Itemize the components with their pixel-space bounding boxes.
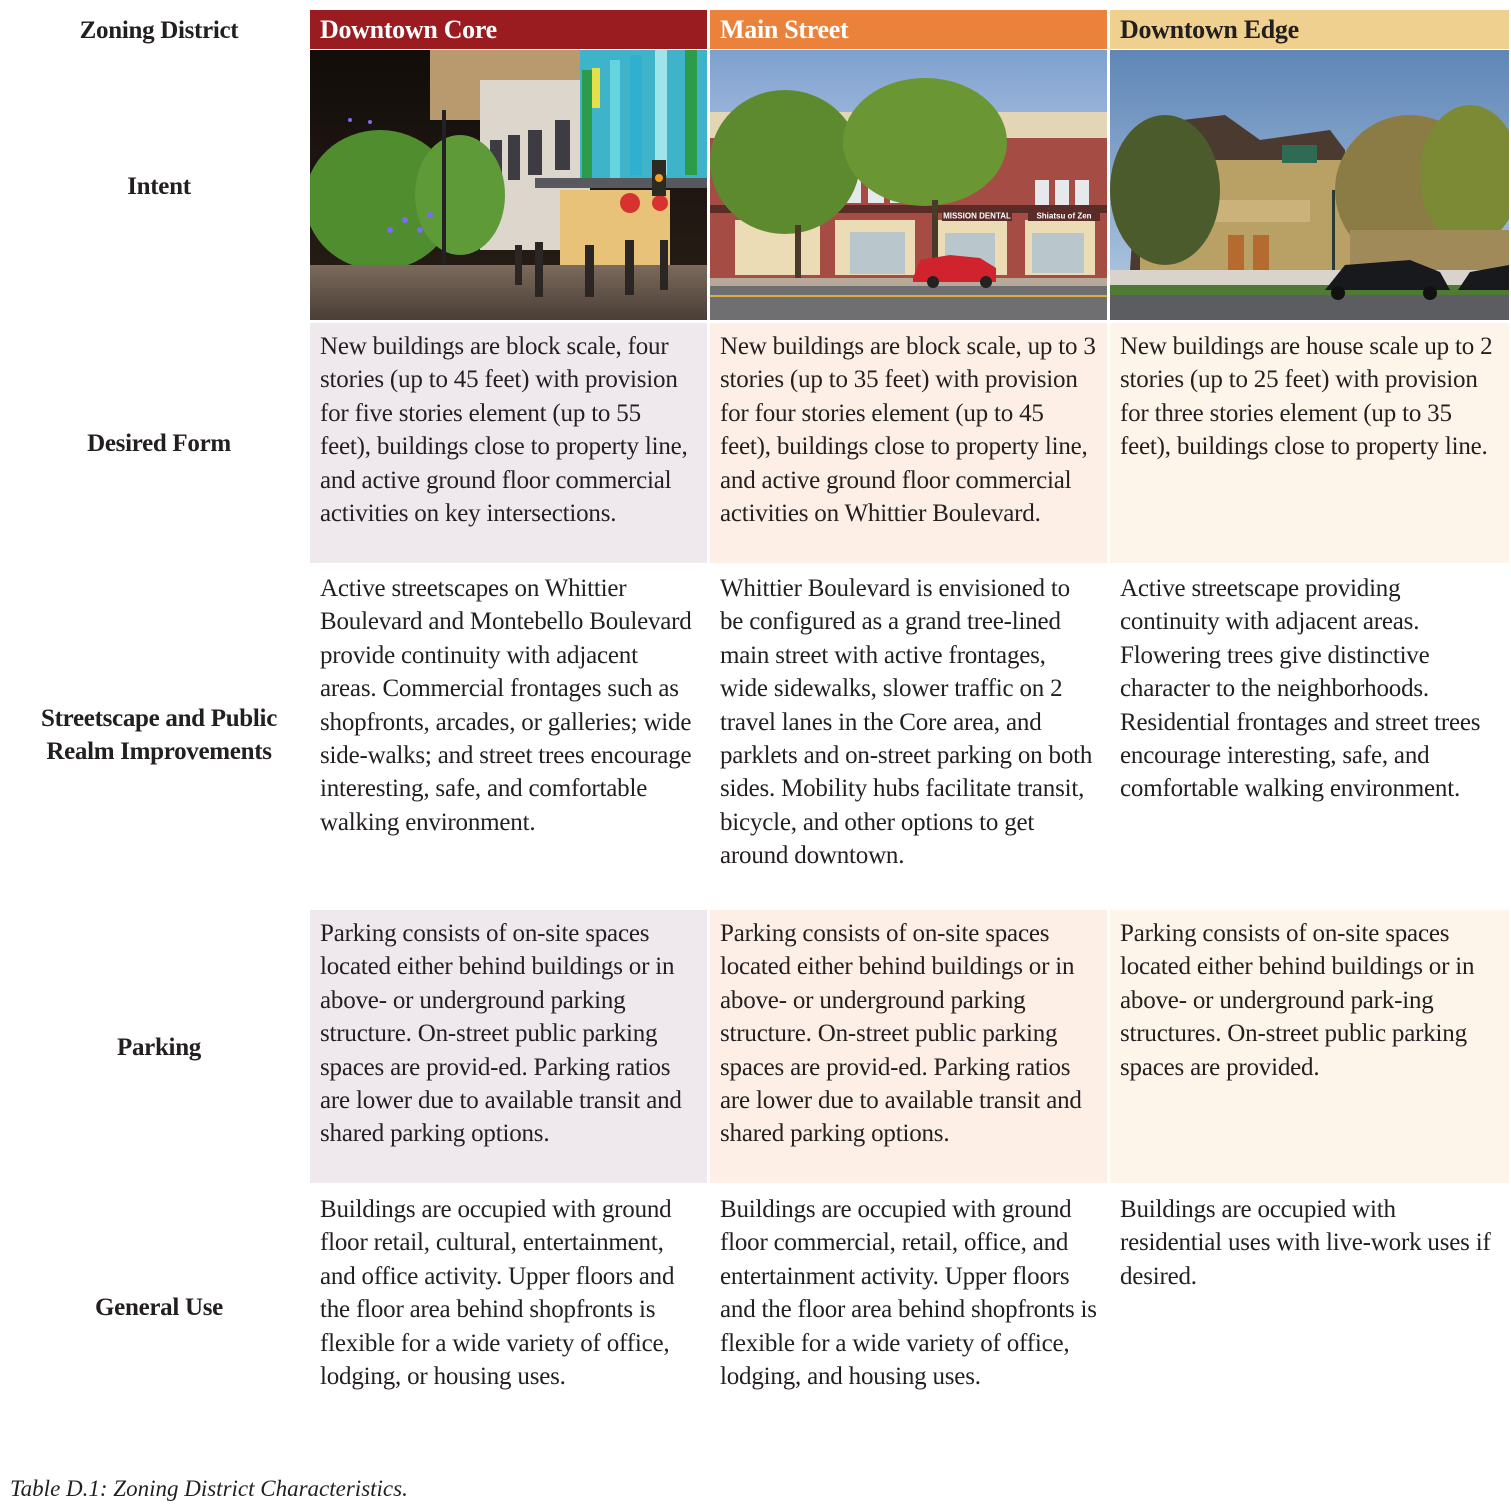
row-label-streetscape: Streetscape and Public Realm Improvements: [41, 705, 277, 765]
storefront-street-photo: [710, 50, 1107, 320]
row-label-general-use: General Use: [95, 1294, 223, 1321]
desired-form-main-street: New buildings are block scale, up to 3 stories (up to 35 feet) with provision for four stories element (up to 45 feet), buildings close to property line, and active ground floor commercial activities on Whittier Boulevard.: [710, 323, 1107, 563]
parking-main-street: Parking consists of on-site spaces located either behind buildings or in above- or underground parking structure. On-street public parking spaces are provid-ed. Parking ratios are lower due to available transit and shared parking options.: [710, 910, 1107, 1183]
table-caption: Table D.1: Zoning District Characteristics.: [10, 1476, 408, 1501]
streetscape-main-street: Whittier Boulevard is envisioned to be configured as a grand tree-lined main street with active frontages, wide sidewalks, slower traffic on 2 travel lanes in the Core area, and parklets and on-street parking on both sides. Mobility hubs facilitate transit, bicycle, and other options to get around downtown.: [720, 575, 1093, 870]
desired-form-downtown-edge: New buildings are house scale up to 2 stories (up to 25 feet) with provision for three stories element (up to 35 feet), buildings close to property line.: [1110, 323, 1509, 563]
general-use-downtown-core: Buildings are occupied with ground floor retail, cultural, entertainment, and office activity. Upper floors and the floor area behind shopfronts is flexible for a wide variety of office, lodging, or housing uses.: [320, 1196, 675, 1391]
parking-downtown-edge: Parking consists of on-site spaces located either behind buildings or in above- or underground park-ing structures. On-street public parking spaces are provided.: [1110, 910, 1509, 1183]
mission-dental-sign: MISSION DENTAL: [943, 211, 1011, 221]
row-label-intent: Intent: [127, 172, 191, 200]
streetscape-downtown-core: Active streetscapes on Whittier Boulevard and Montebello Boulevard provide continuity with adjacent areas. Commercial frontages such as shopfronts, arcades, or galleries; wide side-walks; and street trees encourage interesting, safe, and comfortable walking environment.: [320, 575, 692, 836]
desired-form-downtown-core: New buildings are block scale, four stories (up to 45 feet) with provision for five stories element (up to 55 feet), buildings close to property line, and active ground floor commercial activities on key intersections.: [310, 323, 707, 563]
craftsman-house-photo: [1110, 50, 1509, 320]
general-use-downtown-edge: Buildings are occupied with residential uses with live-work uses if desired.: [1120, 1196, 1491, 1290]
streetscape-downtown-edge: Active streetscape providing continuity with adjacent areas. Flowering trees give distinctive character to the neighborhoods. Residential frontages and street trees encourage interesting, safe, and comfortable walking environment.: [1120, 575, 1481, 803]
column-header-downtown-core: Downtown Core: [310, 10, 707, 49]
row-label-desired-form: Desired Form: [87, 429, 231, 457]
shiatsu-sign: Shiatsu of Zen: [1036, 211, 1092, 221]
night-street-photo: [310, 50, 707, 320]
general-use-main-street: Buildings are occupied with ground floor commercial, retail, office, and entertainment activity. Upper floors and the floor area behind shopfronts is flexible for a wide variety of office, lodging, and housing uses.: [720, 1196, 1097, 1391]
column-header-main-street: Main Street: [710, 10, 1107, 49]
column-header-downtown-edge: Downtown Edge: [1110, 10, 1509, 49]
parking-downtown-core: Parking consists of on-site spaces located either behind buildings or in above- or underground parking structure. On-street public parking spaces are provid-ed. Parking ratios are lower due to available transit and shared parking options.: [310, 910, 707, 1183]
row-header-title: Zoning District: [79, 16, 239, 44]
row-label-parking: Parking: [116, 1033, 202, 1061]
